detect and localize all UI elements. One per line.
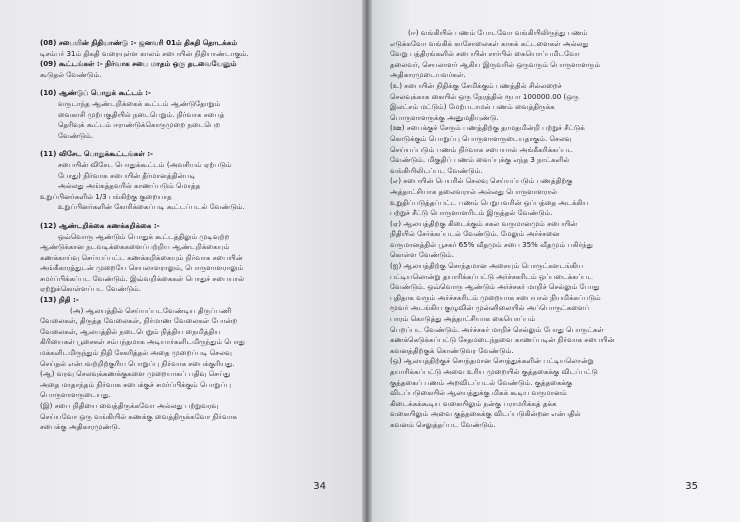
text-line: வைகாசி முற்பகுதியில் நடைபெறும். நிர்வாக சபைத்: [58, 109, 225, 119]
text-line: கவனத்திற்குக் கொண்டுவர வேண்டும்.: [390, 345, 514, 355]
text-line: வங்கியிலிடப்பட வேண்டும்.: [390, 165, 483, 175]
text-line: (உ) சபையின் நிதிக்கு சேமிக்கும் பணத்தில் சில்லறைச்: [390, 80, 562, 90]
text-line: ஏற்றுக்கொள்ளப்பட வேண்டும்.: [40, 284, 141, 294]
text-line: அதை மாதாந்தம் நிர்வாக சபைக்குச் சமர்ப்பிக்கும் பொறுப்பு: [40, 379, 231, 389]
text-line: பொருளாளருக்கு அனுமதியுண்டு.: [390, 112, 499, 122]
text-line: செலவுக்காக கையில் ஒரு நேரத்தில் ரூபா 100000.00 (ஒரு: [390, 91, 579, 101]
text-line: பெறப்பட வேண்டும். அர்ச்சகர் மாறிச் செல்லும் போது பொருட்கள்: [390, 324, 604, 334]
text-line: கவனம் செலுத்தப்பட வேண்டும்.: [390, 419, 496, 429]
text-line: தயாரிக்கப்பட்டு அவை உரிய முறையில் குத்தகைக்கு விடப்பட்டு: [390, 367, 598, 376]
right-page-text: [390, 28, 702, 431]
paragraph-gap: [40, 141, 346, 149]
paragraph-gap: [40, 213, 346, 221]
text-line: செய்யப்படும் பணம் நிர்வாக சபையால் அங்கீகரிக்கப்பட: [390, 144, 574, 154]
text-line: உறுதிப்படுத்தப்பட்ட பணம் பெறுபவரின் ஒப்பத்தை அடக்கிய: [390, 197, 589, 207]
paragraph-gap: [40, 80, 346, 88]
text-line: (எ) சபையின் பெயரில் செலவு செய்யப்படும் பணத்திற்கு: [390, 176, 573, 186]
text-line: செய்தல் என்பவற்றிற்குரிய பொறுப்பு நிர்வாக சபைக்குரியது.: [40, 358, 235, 368]
text-line: உறுப்பினர்களில் 1/3 பங்கிற்கு குறையாத: [40, 191, 172, 201]
text-line: (ஏ) ஆலயத்திற்கு கிடைக்கும் சகல வருமானமும் சபையின்: [390, 218, 578, 228]
right-page: [366, 0, 740, 522]
text-line: வேண்டும். ஒவ்வொரு ஆண்டும் அர்ச்சகர் மாறிச் செல்லும் போது: [390, 282, 600, 292]
text-line: உறுப்பினர்களின் கோரிக்கைப்படி கூட்டப்படல் வேண்டும்.: [58, 202, 245, 212]
text-line: பற்றுச் சீட்டு பொருளாளரிடம் இருத்தல் வேண்டும்.: [390, 208, 553, 218]
text-line: கணக்காய்வு செய்யப்பட்ட கணக்கறிக்கையும் நிர்வாக சபையின்: [40, 252, 243, 262]
section-heading-line: (10) ஆண்டுப் பொதுக் கூட்டம் :-: [40, 88, 151, 98]
text-line: வேறு பத்திரங்களில் சபையின் சார்பில் கையொப்பமிடவோ: [390, 49, 580, 59]
text-line: மக்களிடமிருந்தும் நிதி சேகரித்தல் அதை முறைப்படி செலவு: [40, 348, 232, 358]
text-line: பொருளாளருடையது.: [40, 390, 112, 400]
text-line: நிதியில் சேர்க்கப்படல் வேண்டும். மேலும் அர்ச்சனை: [390, 229, 560, 239]
text-line: வேலைகள், ஆலயத்தில் நடைபெறும் நித்திய நைமித்திய: [40, 326, 221, 336]
text-line: (ஐ) ஆலயத்திற்கு சொந்தமான அசையும் பொருட்களடங்கிய: [390, 261, 584, 271]
text-line: சபையின் விசேட பொதுக்கூட்டம் (அவசியம் ஏற்படும்: [58, 159, 232, 169]
text-line: (ஆ) வரவு செலவுக்கணக்குகளை முறையாகப் பதிவு செய்து: [40, 369, 231, 379]
text-line: வகையிலும் அவை குத்தகைக்கு விடப்படுகின்றன என்பதில்: [390, 409, 581, 419]
text-line: (ஈ) வங்கியில் பணம் போடவோ வங்கியிலிருந்து பணம்: [408, 28, 588, 37]
text-line: வருமானத்தில் பூசகர் 65% வீதமும் சபை 35% வீதமும் பகிர்ந்து: [390, 239, 593, 249]
text-line: புதிதாக வரும் அர்ச்சகரிடம் முறையாக சபையால் நியமிக்கப்படும்: [390, 292, 601, 302]
text-line: மூவர் அடங்கிய குழுவின் முன்னிலையில் அப்பொருட்களைப்: [390, 303, 590, 313]
text-line: விடப்படுகையில் ஆலயத்துக்கு மிகக் கூடிய வருமானம்: [390, 388, 567, 398]
text-line: அதிகாரமுடையவர்கள்.: [390, 70, 466, 80]
text-line: (இ) சபை நிதியை வைத்திருக்கவோ அல்லது பற்றுவரவு: [40, 401, 219, 410]
text-line: கொள்ள வேண்டும்.: [390, 250, 454, 260]
section-heading-line: (13) நிதி :-: [40, 295, 79, 305]
text-line: (ஒ) ஆலயத்திற்குச் சொந்தமான சொத்துக்களின் பட்டியலொன்று: [390, 356, 594, 366]
text-line: தலைவர், செயலாளர் ஆகிய இருவரில் ஒருவரும் பொருளாளரும்: [390, 59, 601, 69]
text-line: கிரியைகள் பூசைகள் சம்பந்தமாக அடியார்களிடமிருந்தும் பொது: [40, 337, 245, 347]
text-line: அல்லது அங்கத்தவரில் காணப்படும் மொத்த: [58, 181, 201, 191]
text-line: ஆண்டுக்கான நடவடிக்கைகளைப்பற்றிய ஆண்டறிக்கையும்: [40, 242, 230, 252]
text-line: ஒவ்வொரு ஆண்டும் பொதுக் கூட்டத்திலும் முடிவுற்ற: [58, 231, 230, 241]
text-line: கூடுதல் வேண்டும்.: [40, 69, 102, 79]
text-line: அத்தாட்சியாக தலைவரால் அல்லது பொருளாளரால்: [390, 186, 558, 196]
text-line: பட்டியலொன்று தயாரிக்கப்பட்டு அர்ச்சகரிடம் ஒப்படைக்கப்பட: [390, 271, 594, 281]
section-heading-line: (08) சபையின் நிதியாண்டு :- ஜனவரி 01ம் திகதி தொடக்கம்: [40, 38, 238, 47]
section-heading-line: (09) கூட்டங்கள் :- நிர்வாக சபை மாதம் ஒரு தடவையேனும்: [40, 59, 237, 69]
text-line: (அ) ஆலயத்தில் செய்யப்படவேண்டிய திருப்பணி: [70, 305, 232, 315]
text-line: இலட்சம் மட்டும்) மேற்படாமல் பணம் வைத்திருக்க: [390, 102, 555, 112]
text-line: பாரம் கொடுத்து அத்தாட்சியாக கையொப்பம்: [390, 314, 536, 324]
text-line: கணக்கெடுக்கப்பட்டு சேதமடைந்தவை காணப்படின் நிர்வாக சபையின்: [390, 335, 615, 345]
section-heading-line: (11) விசேட பொதுக்கூட்டங்கள் :-: [40, 149, 153, 159]
text-line: கொடுக்கும் பொறுப்பு பொருளாளருடையதாகும். செலவு: [390, 133, 572, 143]
text-line: வேண்டும். மிகுதிப் பணம் வைப்புக்கு எந்த 3 நாட்களில்: [390, 155, 570, 165]
text-line: அங்கீகாரத்துடன் முறையே செயலாளராலும், பொருளாளராலும்: [40, 263, 244, 273]
page-number-left: 34: [313, 481, 326, 492]
text-line: குத்தகைப் பணம் அறவிடப்படல் வேண்டும். குத்தகைக்கு: [390, 377, 573, 387]
text-line: வேண்டும்.: [58, 130, 94, 140]
section-heading-line: (12) ஆண்டறிக்கை கணக்கறிக்கை :-: [40, 220, 160, 230]
text-line: கிடைக்கக்கூடிய வகையிலும் நன்கு பராமரிக்கத் தக்க: [390, 398, 557, 408]
text-line: வேலைகள், திருத்த வேலைகள், நிர்மாண வேலைகள் போன்ற: [40, 316, 238, 326]
text-line: சபைக்கு அதிகாரமுண்டு.: [40, 422, 121, 432]
text-line: சமர்ப்பிக்கப்பட வேண்டும். இவ்வறிக்கைகள் பொதுச் சபையால்: [40, 273, 245, 283]
page-number-right: 35: [685, 481, 698, 492]
left-page: [0, 0, 366, 522]
left-page-text: [40, 38, 346, 433]
text-line: செய்யவோ ஒரு வங்கியில் கணக்கு வைத்திருக்கவோ நிர்வாக: [40, 411, 238, 421]
text-line: (ஊ) சபைக்குச் சேரும் பணத்திற்கு தாமதமின்றி பற்றுச் சீட்டுக்: [390, 123, 585, 133]
text-line: வருடாந்த ஆண்டறிக்கைக் கூட்டம் ஆண்டுதோறும்: [58, 98, 221, 108]
text-line: எடுக்கவோ வங்கிக் காசோலைகள் காசுக் கட்டளைகள் அல்லது: [390, 38, 589, 48]
text-line: தெரிவுக் கூட்டம் ஈராண்டுக்கொருமுறை நடைபெற: [58, 120, 221, 130]
text-line: போது) நிர்வாக சபையின் தீர்மானத்தின்படி: [58, 170, 196, 180]
text-line: டிசம்பர் 31ம் திகதி வரையுள்ள காலம் சபையின் நிதியாண்டாகும்.: [40, 48, 249, 58]
book-gutter: [362, 0, 372, 522]
